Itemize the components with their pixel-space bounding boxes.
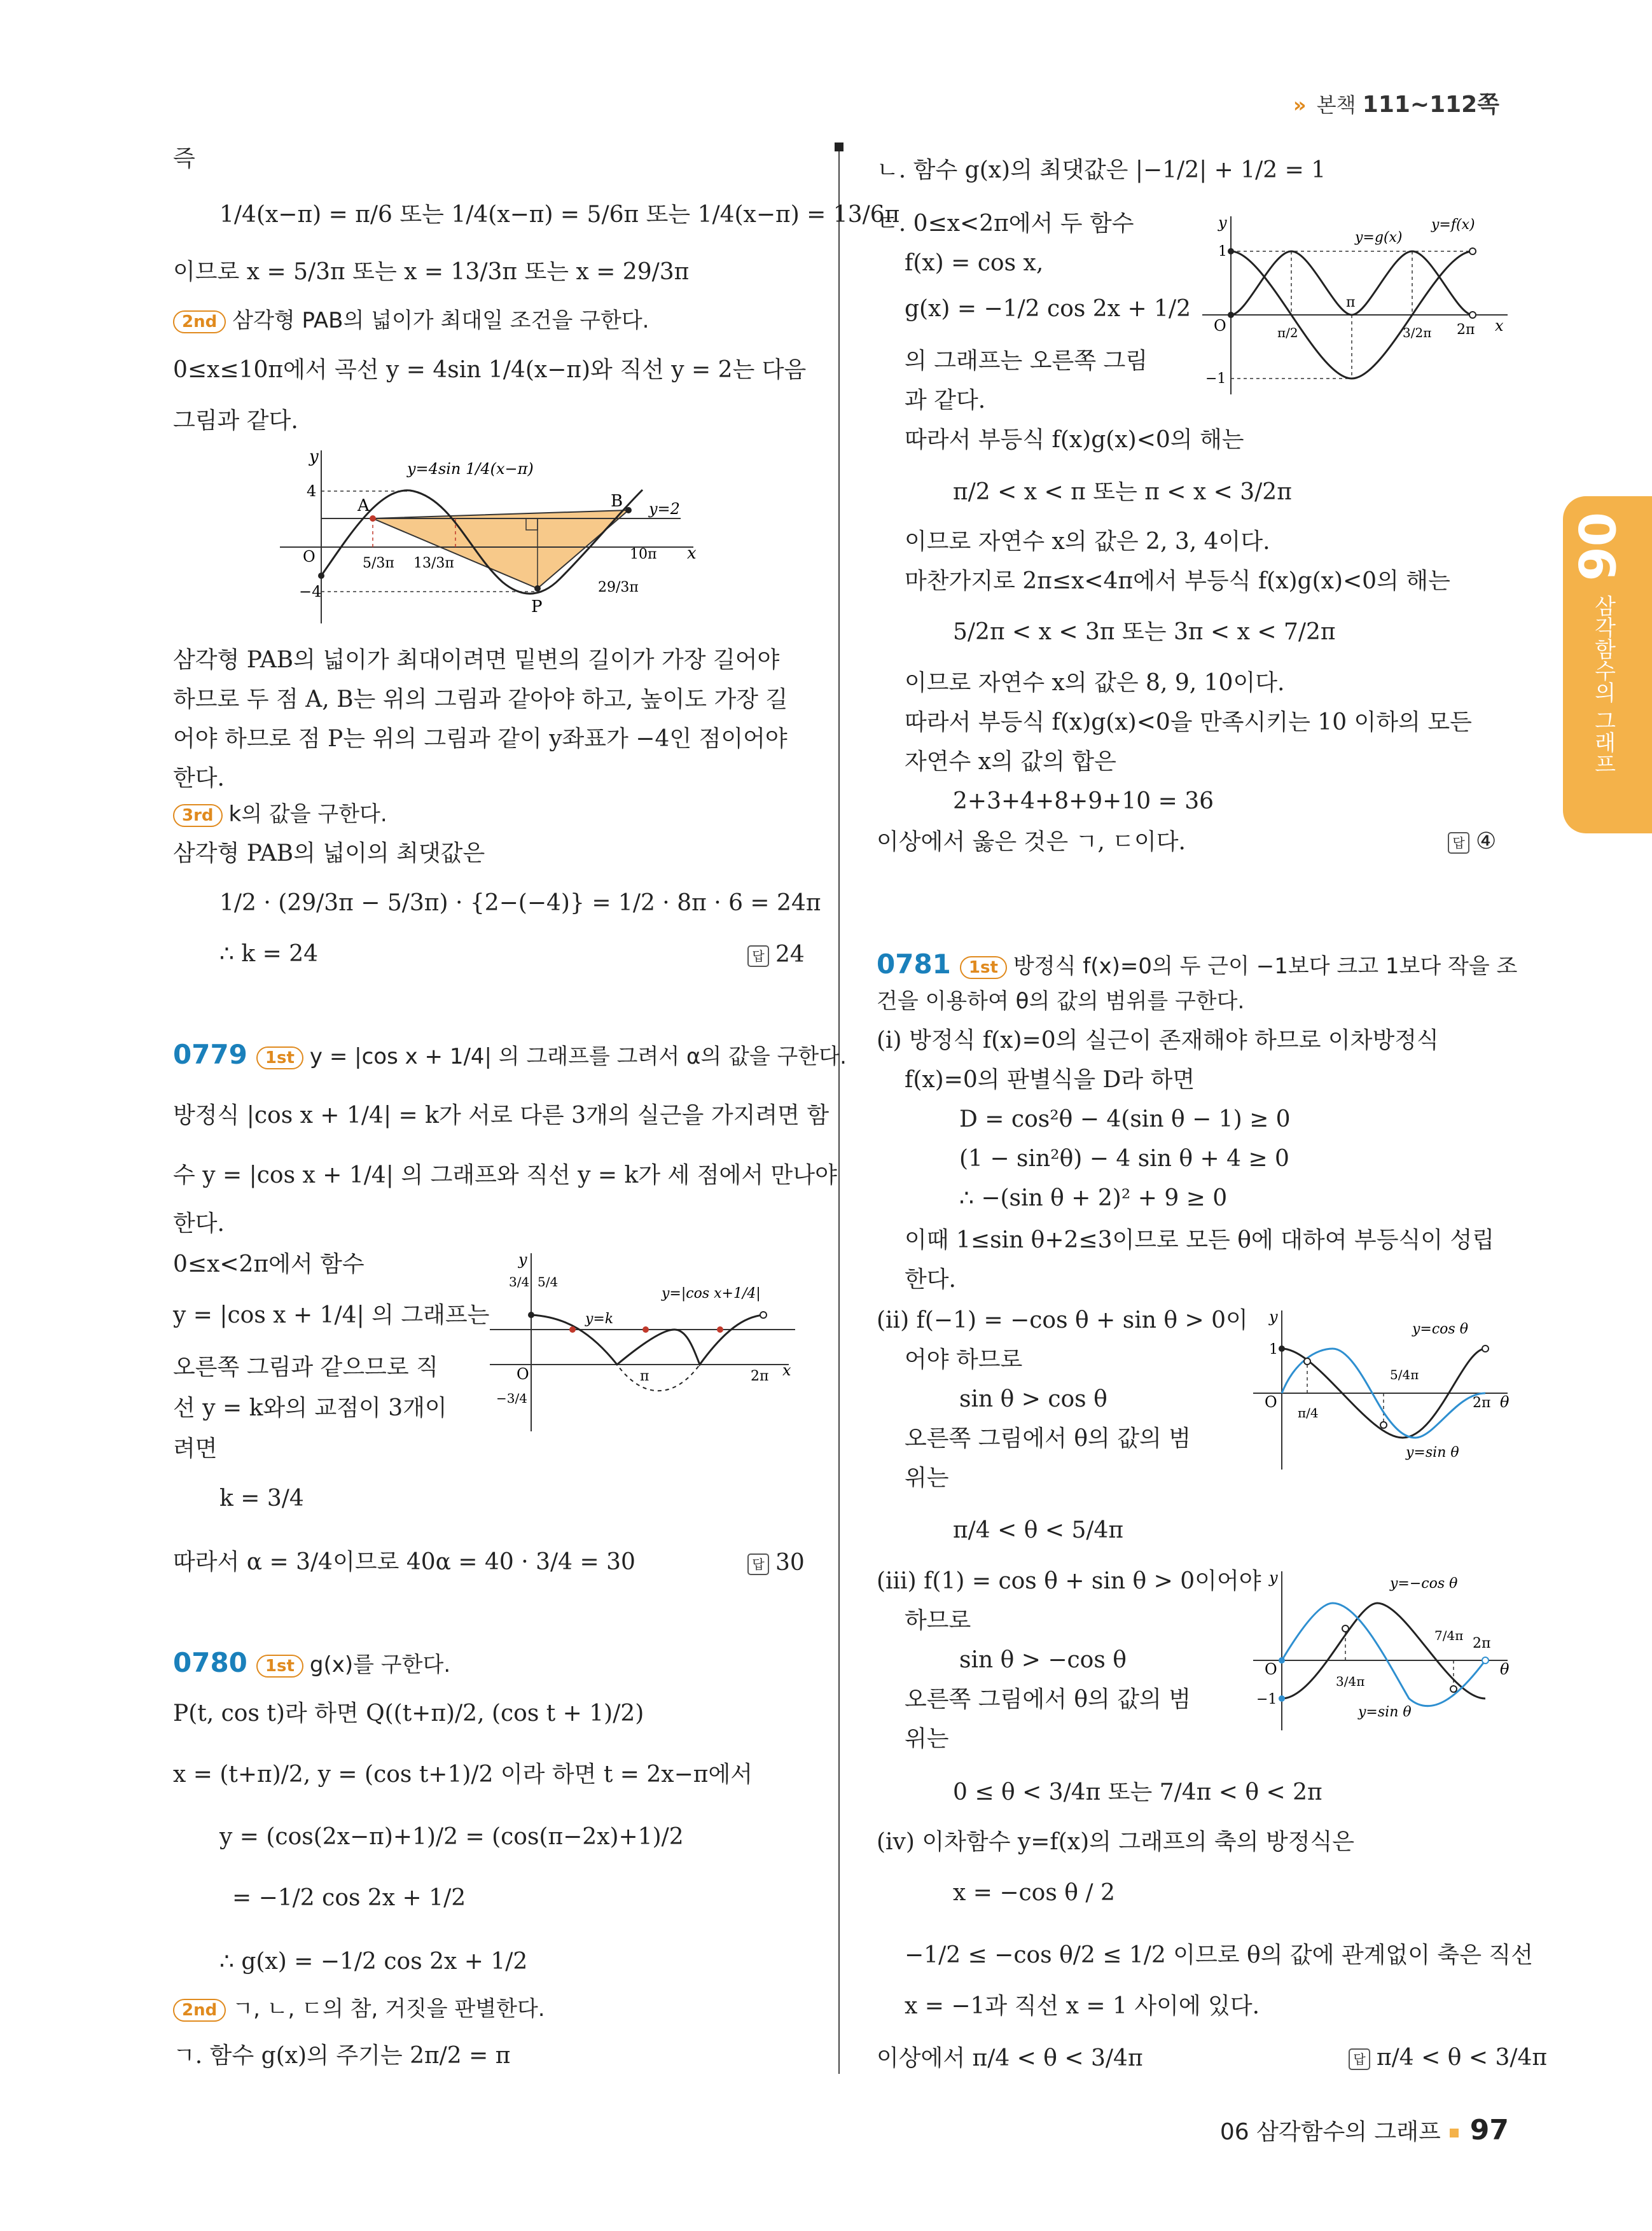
- svg-text:B: B: [611, 492, 623, 511]
- svg-text:7/4π: 7/4π: [1434, 1628, 1464, 1643]
- book-label: 본책: [1316, 93, 1356, 117]
- svg-text:−1: −1: [1205, 371, 1226, 387]
- svg-text:π: π: [640, 1368, 649, 1384]
- text-line: 과 같다.: [905, 387, 986, 414]
- problem-title: 방정식 f(x)=0의 두 근이 −1보다 크고 1보다 작을 조: [1013, 954, 1518, 979]
- problem-number: 0779: [173, 1039, 247, 1070]
- equation-line: P(t, cos t)라 하면 Q((t+π)/2, (cos t + 1)/2): [173, 1700, 644, 1727]
- text-line: 한다.: [905, 1267, 956, 1293]
- svg-text:π: π: [1346, 295, 1356, 310]
- svg-text:2π: 2π: [751, 1368, 769, 1384]
- text-line: 한다.: [173, 1211, 225, 1237]
- svg-text:5/4: 5/4: [538, 1274, 559, 1289]
- text-line: f(x)=0의 판별식을 D라 하면: [905, 1067, 1195, 1093]
- text-line: 한다.: [173, 765, 225, 791]
- svg-text:2π: 2π: [1473, 1395, 1491, 1411]
- svg-text:x: x: [1495, 317, 1504, 335]
- text-line: 자연수 x의 값의 합은: [905, 749, 1116, 775]
- answer-box: 답 ④: [1448, 828, 1496, 854]
- svg-text:θ: θ: [1500, 1660, 1510, 1678]
- text-line: 어야 하므로: [905, 1347, 1023, 1373]
- step-text: ㄱ, ㄴ, ㄷ의 참, 거짓을 판별한다.: [232, 1996, 545, 2022]
- svg-text:1: 1: [1218, 244, 1227, 260]
- svg-text:y: y: [1269, 1569, 1278, 1587]
- step-badge: 3rd: [173, 804, 223, 827]
- chapter-tab-title: 삼각함수의 그래프: [1590, 595, 1616, 775]
- text-line: 0≤x≤10π에서 곡선 y = 4sin 1/4(x−π)와 직선 y = 2는 다음: [173, 357, 807, 383]
- svg-text:O: O: [1265, 1660, 1277, 1678]
- equation-line: sin θ > cos θ: [959, 1386, 1107, 1412]
- equation-line: x = −cos θ / 2: [953, 1880, 1115, 1906]
- text-line: −1/2 ≤ −cos θ/2 ≤ 1/2 이므로 θ의 값에 관계없이 축은 직선: [905, 1942, 1533, 1968]
- text-line: 삼각형 PAB의 넓이의 최댓값은: [173, 840, 485, 866]
- text-line: (ⅰ) 방정식 f(x)=0의 실근이 존재해야 하므로 이차방정식: [877, 1027, 1439, 1053]
- text-line: 즉: [173, 146, 195, 172]
- text-line: (ⅱ) f(−1) = −cos θ + sin θ > 0이: [877, 1307, 1248, 1333]
- text-line: 오른쪽 그림에서 θ의 값의 범: [905, 1686, 1191, 1713]
- text-line: 마찬가지로 2π≤x<4π에서 부등식 f(x)g(x)<0의 해는: [905, 568, 1450, 594]
- equation-line: π/2 < x < π 또는 π < x < 3/2π: [953, 479, 1292, 505]
- svg-text:y=f(x): y=f(x): [1431, 217, 1475, 233]
- text-line: 선 y = k와의 교점이 3개이: [173, 1395, 447, 1421]
- svg-text:y=g(x): y=g(x): [1355, 230, 1403, 246]
- svg-text:3/4: 3/4: [509, 1274, 530, 1289]
- svg-text:3/4π: 3/4π: [1336, 1674, 1365, 1689]
- equation-line: 1/4(x−π) = π/6 또는 1/4(x−π) = 5/6π 또는 1/4(x−π) = 13/6π: [219, 202, 900, 228]
- abs-cos-graph: [483, 1247, 802, 1438]
- text-line: 따라서 부등식 f(x)g(x)<0을 만족시키는 10 이하의 모든: [905, 709, 1472, 735]
- svg-text:θ: θ: [1500, 1393, 1510, 1411]
- svg-text:2π: 2π: [1457, 322, 1475, 338]
- text-line: 방정식 |cos x + 1/4| = k가 서로 다른 3개의 실근을 가지려면 함: [173, 1102, 829, 1129]
- svg-text:y=2: y=2: [649, 500, 680, 518]
- text-line: 삼각형 PAB의 넓이가 최대이려면 밑변의 길이가 가장 길어야: [173, 647, 780, 673]
- text-line: 오른쪽 그림에서 θ의 값의 범: [905, 1426, 1191, 1452]
- equation-line: = −1/2 cos 2x + 1/2: [232, 1885, 466, 1911]
- svg-text:y: y: [1269, 1308, 1278, 1326]
- text-line: 그림과 같다.: [173, 408, 298, 434]
- text-line: y = |cos x + 1/4| 의 그래프는: [173, 1302, 490, 1328]
- svg-text:y=cos θ: y=cos θ: [1412, 1321, 1468, 1337]
- page-footer: [1220, 2114, 1509, 2146]
- equation-line: 0 ≤ θ < 3/4π 또는 7/4π < θ < 2π: [953, 1779, 1322, 1805]
- footer-square-icon: [1450, 2129, 1459, 2137]
- equation-line: 5/2π < x < 3π 또는 3π < x < 7/2π: [953, 619, 1336, 645]
- svg-text:13/3π: 13/3π: [413, 555, 454, 571]
- equation-line: 2+3+4+8+9+10 = 36: [953, 788, 1214, 814]
- text-line: x = −1과 직선 x = 1 사이에 있다.: [905, 1993, 1260, 2019]
- svg-text:P: P: [531, 597, 543, 616]
- equation-line: f(x) = cos x,: [905, 250, 1044, 276]
- svg-text:2π: 2π: [1473, 1636, 1491, 1651]
- page-number: 97: [1469, 2114, 1509, 2146]
- text-line: 어야 하므로 점 P는 위의 그림과 같이 y좌표가 −4인 점이어야: [173, 726, 788, 752]
- svg-text:5/3π: 5/3π: [363, 555, 394, 571]
- answer-icon: 답: [1448, 832, 1469, 854]
- svg-text:y=sin θ: y=sin θ: [1406, 1445, 1459, 1461]
- svg-text:−1: −1: [1256, 1692, 1277, 1707]
- chapter-tab-number: 06: [1567, 512, 1624, 581]
- text-line: 이때 1≤sin θ+2≤3이므로 모든 θ에 대하여 부등식이 성립: [905, 1227, 1495, 1253]
- answer-box: 답 24: [747, 942, 805, 968]
- problem-title-cont: 건을 이용하여 θ의 값의 범위를 구한다.: [877, 989, 1245, 1014]
- text-line: ㄷ. 0≤x<2π에서 두 함수: [877, 211, 1134, 237]
- equation-line: ㄱ. 함수 g(x)의 주기는 2π/2 = π: [173, 2043, 511, 2069]
- equation-line: g(x) = −1/2 cos 2x + 1/2: [905, 296, 1191, 322]
- step-badge: 1st: [960, 956, 1007, 979]
- svg-text:x: x: [782, 1361, 791, 1379]
- svg-text:y=|cos x+1/4|: y=|cos x+1/4|: [662, 1286, 761, 1302]
- svg-text:1: 1: [1269, 1342, 1278, 1358]
- problem-title: g(x)를 구한다.: [309, 1652, 451, 1678]
- equation-line: sin θ > −cos θ: [959, 1647, 1127, 1673]
- svg-text:y=sin θ: y=sin θ: [1358, 1704, 1412, 1720]
- abs-cos-curve: [531, 1315, 763, 1365]
- step-line: [173, 1995, 545, 2023]
- equation-line: (1 − sin²θ) − 4 sin θ + 4 ≥ 0: [959, 1146, 1289, 1172]
- equation-line: 이므로 x = 5/3π 또는 x = 13/3π 또는 x = 29/3π: [173, 259, 690, 285]
- answer-icon: 답: [747, 1553, 769, 1575]
- text-line: 0≤x<2π에서 함수: [173, 1251, 364, 1277]
- sin-negcos-graph: [1247, 1565, 1514, 1737]
- problem-title: y = |cos x + 1/4| 의 그래프를 그려서 α의 값을 구한다.: [309, 1044, 847, 1069]
- svg-text:O: O: [303, 548, 316, 566]
- text-line: 의 그래프는 오른쪽 그림: [905, 348, 1148, 374]
- footer-chapter: 06 삼각함수의 그래프: [1219, 2119, 1441, 2145]
- answer-icon: 답: [1349, 2048, 1370, 2070]
- equation-line: 1/2 · (29/3π − 5/3π) · {2−(−4)} = 1/2 · 8π · 6 = 24π: [219, 890, 821, 916]
- column-divider-marker: [835, 142, 843, 151]
- equation-line: D = cos²θ − 4(sin θ − 1) ≥ 0: [959, 1106, 1291, 1132]
- svg-text:x: x: [687, 544, 697, 563]
- equation-line: y = (cos(2x−π)+1)/2 = (cos(π−2x)+1)/2: [219, 1824, 684, 1850]
- svg-text:−4: −4: [299, 583, 322, 601]
- svg-text:y: y: [309, 447, 319, 466]
- answer-box: 답 30: [747, 1550, 805, 1576]
- svg-text:y: y: [1218, 214, 1227, 232]
- equation-line: π/4 < θ < 5/4π: [953, 1517, 1124, 1543]
- sine-graph-triangle: [274, 445, 706, 630]
- step-badge: 2nd: [173, 310, 226, 333]
- problem-header: [877, 950, 1517, 980]
- text-line: 려면: [173, 1436, 218, 1462]
- f-g-graph: [1196, 210, 1514, 401]
- problem-header: [173, 1649, 450, 1679]
- equation-line: 따라서 α = 3/4이므로 40α = 40 · 3/4 = 30: [173, 1549, 635, 1575]
- text-line: 위는: [905, 1726, 949, 1752]
- text-line: 하므로: [905, 1608, 971, 1634]
- svg-text:3/2π: 3/2π: [1403, 325, 1432, 340]
- problem-header: [173, 1041, 847, 1071]
- page-range: 111~112쪽: [1362, 92, 1499, 118]
- svg-text:y=4sin 1/4(x−π): y=4sin 1/4(x−π): [407, 460, 534, 478]
- text-line: 하므로 두 점 A, B는 위의 그림과 같아야 하고, 높이도 가장 길: [173, 686, 788, 712]
- answer-icon: 답: [747, 945, 769, 967]
- equation-line: ∴ −(sin θ + 2)² + 9 ≥ 0: [959, 1185, 1228, 1211]
- text-line: 오른쪽 그림과 같으므로 직: [173, 1354, 438, 1380]
- text-line: 따라서 부등식 f(x)g(x)<0의 해는: [905, 427, 1244, 453]
- svg-text:29/3π: 29/3π: [598, 580, 639, 595]
- equation-line: k = 3/4: [219, 1485, 304, 1512]
- step-line: [173, 307, 649, 335]
- page-header: [1293, 87, 1499, 119]
- svg-text:5/4π: 5/4π: [1390, 1367, 1419, 1382]
- triangle-pab: [373, 510, 628, 588]
- step-line: [173, 800, 387, 828]
- equation-line: 이상에서 π/4 < θ < 3/4π: [877, 2045, 1143, 2071]
- sin-cos-graph: [1247, 1304, 1514, 1476]
- problem-number: 0780: [173, 1647, 247, 1678]
- svg-text:π/2: π/2: [1277, 325, 1298, 340]
- svg-text:−3/4: −3/4: [496, 1391, 527, 1406]
- equation-line: ∴ g(x) = −1/2 cos 2x + 1/2: [219, 1949, 528, 1975]
- text-line: (ⅲ) f(1) = cos θ + sin θ > 0이어야: [877, 1568, 1261, 1594]
- svg-text:π/4: π/4: [1298, 1405, 1319, 1421]
- text-line: 이므로 자연수 x의 값은 8, 9, 10이다.: [905, 670, 1285, 696]
- svg-text:10π: 10π: [630, 546, 657, 562]
- svg-text:O: O: [517, 1365, 529, 1383]
- step-text: k의 값을 구한다.: [228, 802, 387, 827]
- problem-number: 0781: [877, 949, 951, 980]
- equation-line: ∴ k = 24: [219, 941, 319, 967]
- text-line: 이므로 자연수 x의 값은 2, 3, 4이다.: [905, 529, 1270, 555]
- equation-line: ㄴ. 함수 g(x)의 최댓값은 |−1/2| + 1/2 = 1: [877, 157, 1326, 183]
- step-badge: 2nd: [173, 1999, 226, 2022]
- text-line: 위는: [905, 1465, 949, 1491]
- text-line: 수 y = |cos x + 1/4| 의 그래프와 직선 y = k가 세 점에서 만나야: [173, 1162, 837, 1188]
- text-line: 이상에서 옳은 것은 ㄱ, ㄷ이다.: [877, 829, 1186, 855]
- svg-text:y=−cos θ: y=−cos θ: [1390, 1576, 1458, 1592]
- svg-text:A: A: [357, 496, 370, 515]
- svg-text:y: y: [518, 1251, 527, 1268]
- svg-text:O: O: [1214, 317, 1226, 335]
- equation-line: x = (t+π)/2, y = (cos t+1)/2 이라 하면 t = 2x−π에서: [173, 1762, 753, 1788]
- column-divider: [838, 146, 840, 2074]
- step-badge: 1st: [256, 1655, 303, 1678]
- svg-text:y=k: y=k: [585, 1311, 614, 1327]
- text-line: (ⅳ) 이차함수 y=f(x)의 그래프의 축의 방정식은: [877, 1829, 1355, 1855]
- svg-text:O: O: [1265, 1393, 1277, 1411]
- chevron-icon: »: [1293, 93, 1307, 117]
- answer-box: 답 π/4 < θ < 3/4π: [1349, 2045, 1547, 2071]
- step-badge: 1st: [256, 1046, 303, 1069]
- step-text: 삼각형 PAB의 넓이가 최대일 조건을 구한다.: [232, 308, 649, 333]
- svg-text:4: 4: [307, 482, 317, 500]
